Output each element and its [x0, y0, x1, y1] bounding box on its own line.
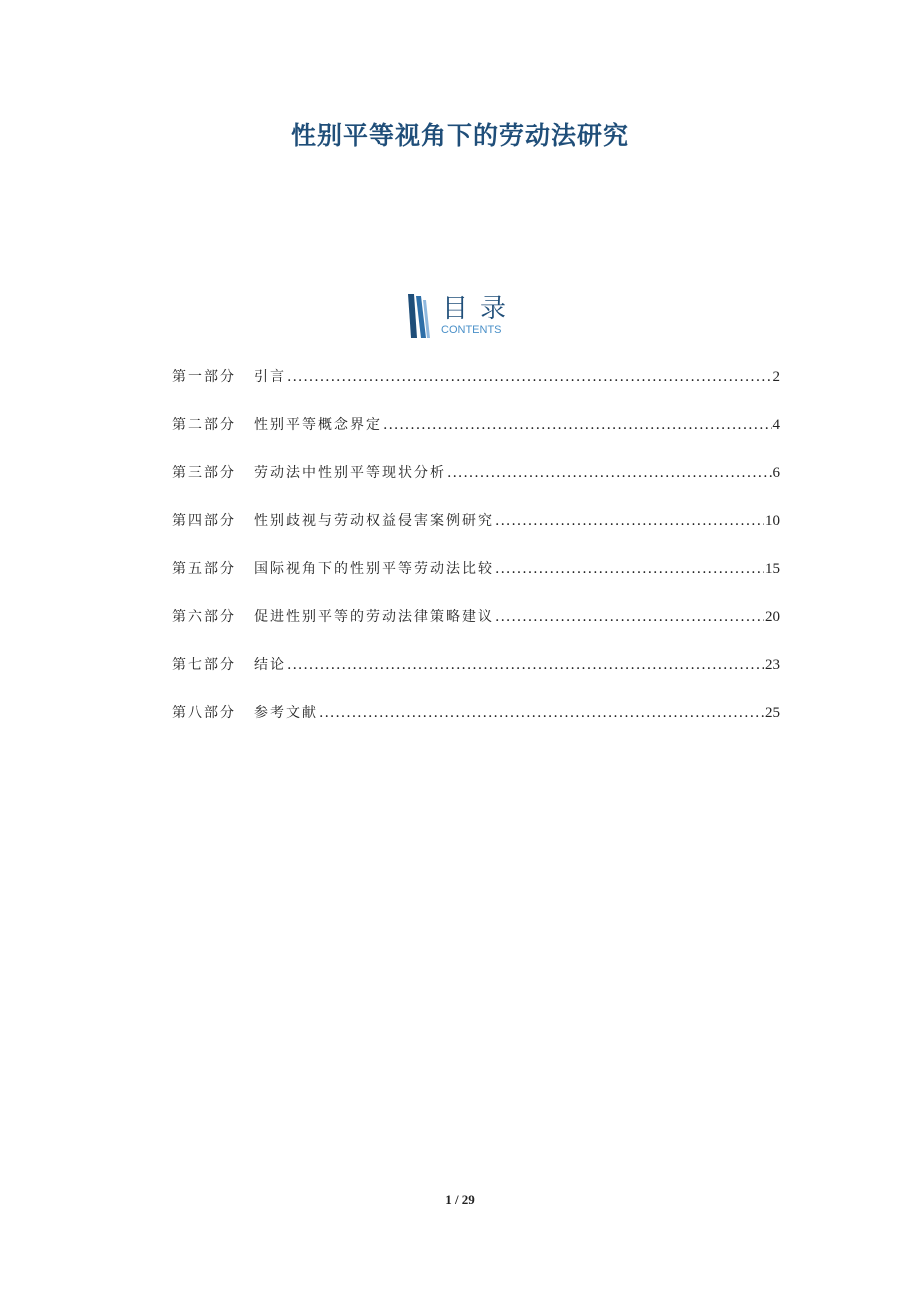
table-of-contents	[172, 366, 780, 750]
toc-part-label: 第七部分	[172, 657, 236, 673]
toc-part-label: 第五部分	[172, 561, 236, 577]
toc-page-number: 25	[765, 705, 780, 721]
toc-part-label: 第四部分	[172, 513, 236, 529]
toc-dot-leader	[495, 510, 764, 532]
page-number-footer: 1 / 29	[445, 1192, 475, 1207]
toc-dot-leader	[495, 558, 764, 580]
toc-heading-title: 目录	[442, 294, 519, 324]
toc-part-label: 第八部分	[172, 705, 236, 721]
toc-entry-part-1[interactable]	[172, 366, 780, 414]
toc-entry-part-7[interactable]	[172, 654, 780, 702]
toc-page-number: 15	[765, 561, 780, 577]
document-title: 性别平等视角下的劳动法研究	[290, 121, 629, 150]
toc-page-number: 10	[765, 513, 780, 529]
toc-dot-leader	[383, 414, 772, 436]
toc-entry-part-6[interactable]	[172, 606, 780, 654]
toc-part-label: 第二部分	[172, 417, 236, 433]
toc-part-label: 第六部分	[172, 609, 236, 625]
toc-page-number: 23	[765, 657, 780, 673]
toc-entry-title: 引言	[254, 369, 286, 385]
toc-entry-part-4[interactable]	[172, 510, 780, 558]
toc-heading-subtitle: CONTENTS	[441, 324, 502, 336]
toc-page-number: 2	[772, 369, 780, 385]
toc-entry-title: 促进性别平等的劳动法律策略建议	[254, 609, 494, 625]
toc-entry-part-8[interactable]	[172, 702, 780, 750]
toc-page-number: 20	[765, 609, 780, 625]
blue-stripes-logo-icon	[404, 294, 430, 338]
toc-entry-part-3[interactable]	[172, 462, 780, 510]
toc-entry-title: 性别平等概念界定	[254, 417, 382, 433]
toc-dot-leader	[495, 606, 764, 628]
toc-dot-leader	[319, 702, 764, 724]
toc-heading	[404, 294, 524, 340]
toc-page-number: 4	[772, 417, 780, 433]
toc-entry-title: 劳动法中性别平等现状分析	[254, 465, 446, 481]
toc-entry-title: 性别歧视与劳动权益侵害案例研究	[254, 513, 494, 529]
toc-part-label: 第一部分	[172, 369, 236, 385]
toc-page-number: 6	[772, 465, 780, 481]
toc-dot-leader	[447, 462, 772, 484]
toc-part-label: 第三部分	[172, 465, 236, 481]
toc-dot-leader	[287, 366, 772, 388]
toc-entry-part-2[interactable]	[172, 414, 780, 462]
toc-entry-part-5[interactable]	[172, 558, 780, 606]
toc-entry-title: 结论	[254, 657, 286, 673]
toc-dot-leader	[287, 654, 764, 676]
toc-entry-title: 国际视角下的性别平等劳动法比较	[254, 561, 494, 577]
toc-entry-title: 参考文献	[254, 705, 318, 721]
